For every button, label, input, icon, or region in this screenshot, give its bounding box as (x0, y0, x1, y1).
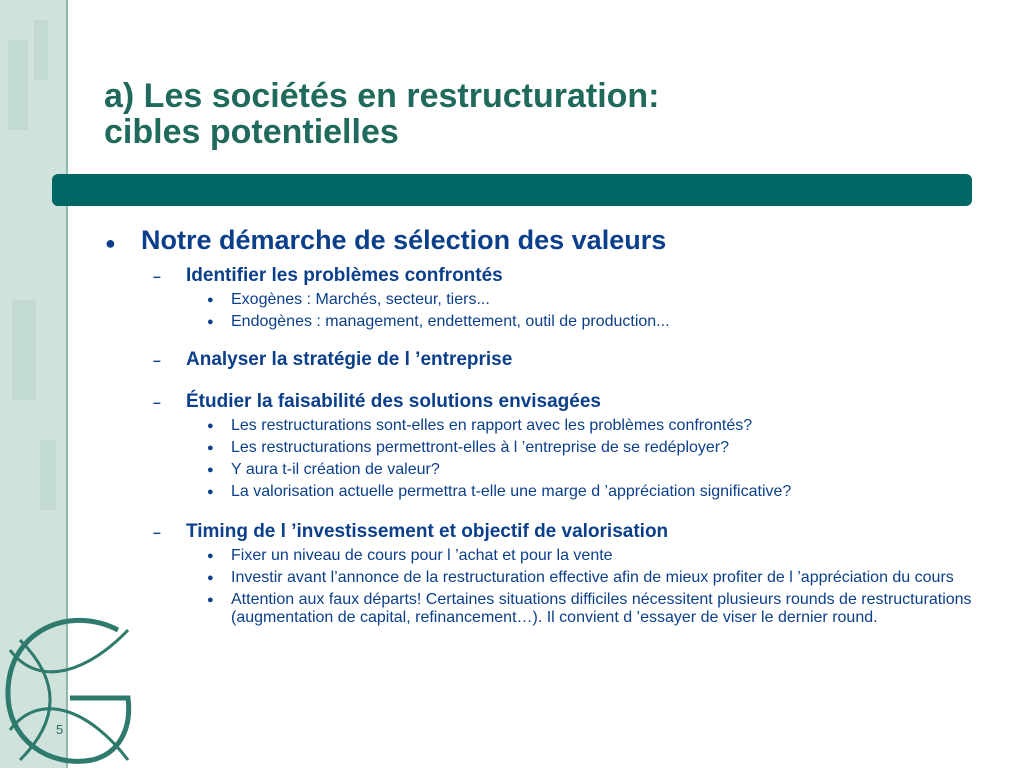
slide-title (104, 78, 660, 150)
sub-heading: Analyser la stratégie de l ’entreprise (186, 349, 513, 370)
dot-icon: ● (207, 442, 214, 454)
dot-icon: ● (207, 294, 214, 306)
sub-heading: Identifier les problèmes confrontés (186, 265, 503, 286)
list-item (105, 569, 995, 587)
list-item-text: Attention aux faux départs! Certaines situations difficiles nécessitent plusieurs rounds de restructurations (augmentation de capital, refinancement…). Il convient d ’essayer de viser le dernier round. (231, 591, 972, 626)
dot-icon: ● (207, 464, 214, 476)
main-heading: Notre démarche de sélection des valeurs (141, 225, 667, 255)
dot-icon: ● (207, 316, 214, 328)
list-item (105, 417, 995, 435)
title-line-2: cibles potentielles (104, 113, 399, 151)
dot-icon: ● (207, 486, 214, 498)
list-item-text: Les restructurations sont-elles en rapport avec les problèmes confrontés? (231, 417, 753, 434)
title-line-1: a) Les sociétés en restructuration: (104, 77, 660, 115)
slide-content (105, 224, 995, 627)
sub-bullet (105, 391, 995, 413)
dot-icon: ● (207, 550, 214, 562)
list-item-text: Y aura t-il création de valeur? (231, 461, 440, 478)
page-number: 5 (56, 722, 64, 737)
dot-icon: ● (207, 572, 214, 584)
main-bullet (105, 224, 995, 259)
list-item (105, 591, 995, 627)
list-item (105, 483, 995, 501)
list-item-text: Fixer un niveau de cours pour l ’achat et pour la vente (231, 547, 613, 564)
bullet-icon: ● (105, 233, 116, 253)
ghost-shape (34, 20, 48, 80)
dash-icon: – (153, 524, 161, 540)
list-item-text: Exogènes : Marchés, secteur, tiers... (231, 291, 490, 308)
dot-icon: ● (207, 420, 214, 432)
ghost-shape (40, 440, 56, 510)
sub-bullet (105, 521, 995, 543)
dash-icon: – (153, 394, 161, 410)
dash-icon: – (153, 268, 161, 284)
list-item-text: Investir avant l’annonce de la restructuration effective afin de mieux profiter de l ’appréciation du cours (231, 569, 954, 586)
list-item (105, 313, 995, 331)
list-item-text: La valorisation actuelle permettra t-elle une marge d ’appréciation significative? (231, 483, 792, 500)
title-underline-bar (52, 174, 972, 206)
list-item (105, 439, 995, 457)
sub-heading: Timing de l ’investissement et objectif de valorisation (186, 521, 669, 542)
list-item-text: Les restructurations permettront-elles à l ’entreprise de se redéployer? (231, 439, 730, 456)
ghost-shape (8, 40, 28, 130)
list-item (105, 461, 995, 479)
list-item (105, 291, 995, 309)
list-item-text: Endogènes : management, endettement, outil de production... (231, 313, 670, 330)
ghost-shape (12, 300, 36, 400)
company-logo (0, 610, 140, 768)
dash-icon: – (153, 352, 161, 368)
dot-icon: ● (207, 594, 214, 606)
sub-heading: Étudier la faisabilité des solutions envisagées (186, 391, 601, 412)
list-item (105, 547, 995, 565)
sub-bullet (105, 265, 995, 287)
sub-bullet (105, 349, 995, 371)
